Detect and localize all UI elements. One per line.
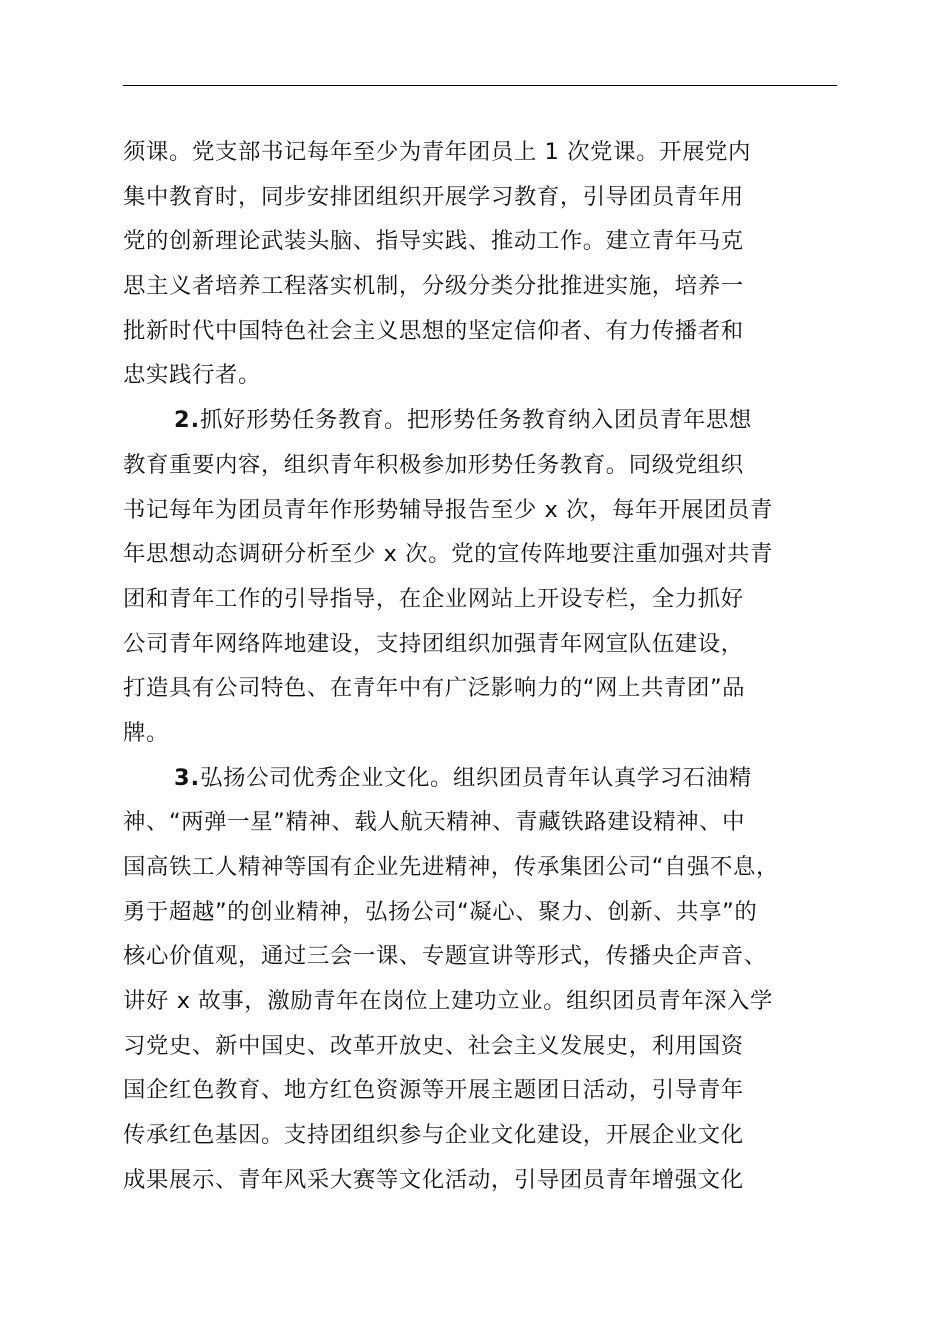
paragraph-line: 书记每年为团员青年作形势辅导报告至少 x 次，每年开展团员青 bbox=[123, 496, 774, 523]
paragraph-line: 党的创新理论武装头脑、指导实践、推动工作。建立青年马克 bbox=[123, 228, 744, 255]
paragraph-line: 须课。党支部书记每年至少为青年团员上 1 次党课。开展党内 bbox=[123, 139, 752, 165]
paragraph-line: 思主义者培养工程落实机制，分级分类分批推进实施，培养一 bbox=[123, 273, 744, 300]
paragraph-line: 习党史、新中国史、改革开放史、社会主义发展史，利用国资 bbox=[123, 1032, 744, 1059]
paragraph-1 bbox=[123, 130, 837, 398]
paragraph-line: 牌。 bbox=[123, 719, 169, 746]
paragraph-line: 讲好 x 故事，激励青年在岗位上建功立业。组织团员青年深入学 bbox=[123, 988, 774, 1015]
paragraph-line: 教育重要内容，组织青年积极参加形势任务教育。同级党组织 bbox=[123, 451, 744, 478]
paragraph-3 bbox=[123, 756, 837, 1203]
paragraph-line: 团和青年工作的引导指导，在企业网站上开设专栏，全力抓好 bbox=[123, 585, 744, 612]
paragraph-line: 公司青年网络阵地建设，支持团组织加强青年网宣队伍建设， bbox=[123, 630, 744, 657]
section-number: 2. bbox=[174, 407, 201, 434]
paragraph-first-line bbox=[123, 398, 837, 443]
paragraph-line: 年思想动态调研分析至少 x 次。党的宣传阵地要注重加强对共青 bbox=[123, 541, 774, 568]
paragraph-line-text: 弘扬公司优秀企业文化。组织团员青年认真学习石油精 bbox=[200, 764, 752, 791]
paragraph-first-line bbox=[123, 756, 837, 801]
paragraph-line: 国企红色教育、地方红色资源等开展主题团日活动，引导青年 bbox=[123, 1077, 744, 1104]
header-rule bbox=[123, 85, 837, 86]
paragraph-line: 国高铁工人精神等国有企业先进精神，传承集团公司“自强不息， bbox=[123, 854, 779, 880]
paragraph-line: 忠实践行者。 bbox=[123, 362, 261, 389]
paragraph-line: 传承红色基因。支持团组织参与企业文化建设，开展企业文化 bbox=[123, 1122, 744, 1149]
paragraph-line: 集中教育时，同步安排团组织开展学习教育，引导团员青年用 bbox=[123, 183, 744, 210]
paragraph-2 bbox=[123, 398, 837, 756]
document-body bbox=[123, 130, 837, 1203]
paragraph-line: 神、“两弹一星”精神、载人航天精神、青藏铁路建设精神、中 bbox=[123, 809, 746, 836]
paragraph-line: 批新时代中国特色社会主义思想的坚定信仰者、有力传播者和 bbox=[123, 317, 744, 344]
paragraph-line: 打造具有公司特色、在青年中有广泛影响力的“网上共青团”品 bbox=[123, 675, 746, 702]
section-number: 3. bbox=[174, 764, 201, 791]
paragraph-line: 核心价值观，通过三会一课、专题宣讲等形式，传播央企声音、 bbox=[123, 943, 767, 970]
paragraph-line-text: 抓好形势任务教育。把形势任务教育纳入团员青年思想 bbox=[200, 407, 752, 434]
paragraph-line: 勇于超越”的创业精神，弘扬公司“凝心、聚力、创新、共享”的 bbox=[123, 898, 758, 925]
paragraph-line: 成果展示、青年风采大赛等文化活动，引导团员青年增强文化 bbox=[123, 1166, 744, 1193]
